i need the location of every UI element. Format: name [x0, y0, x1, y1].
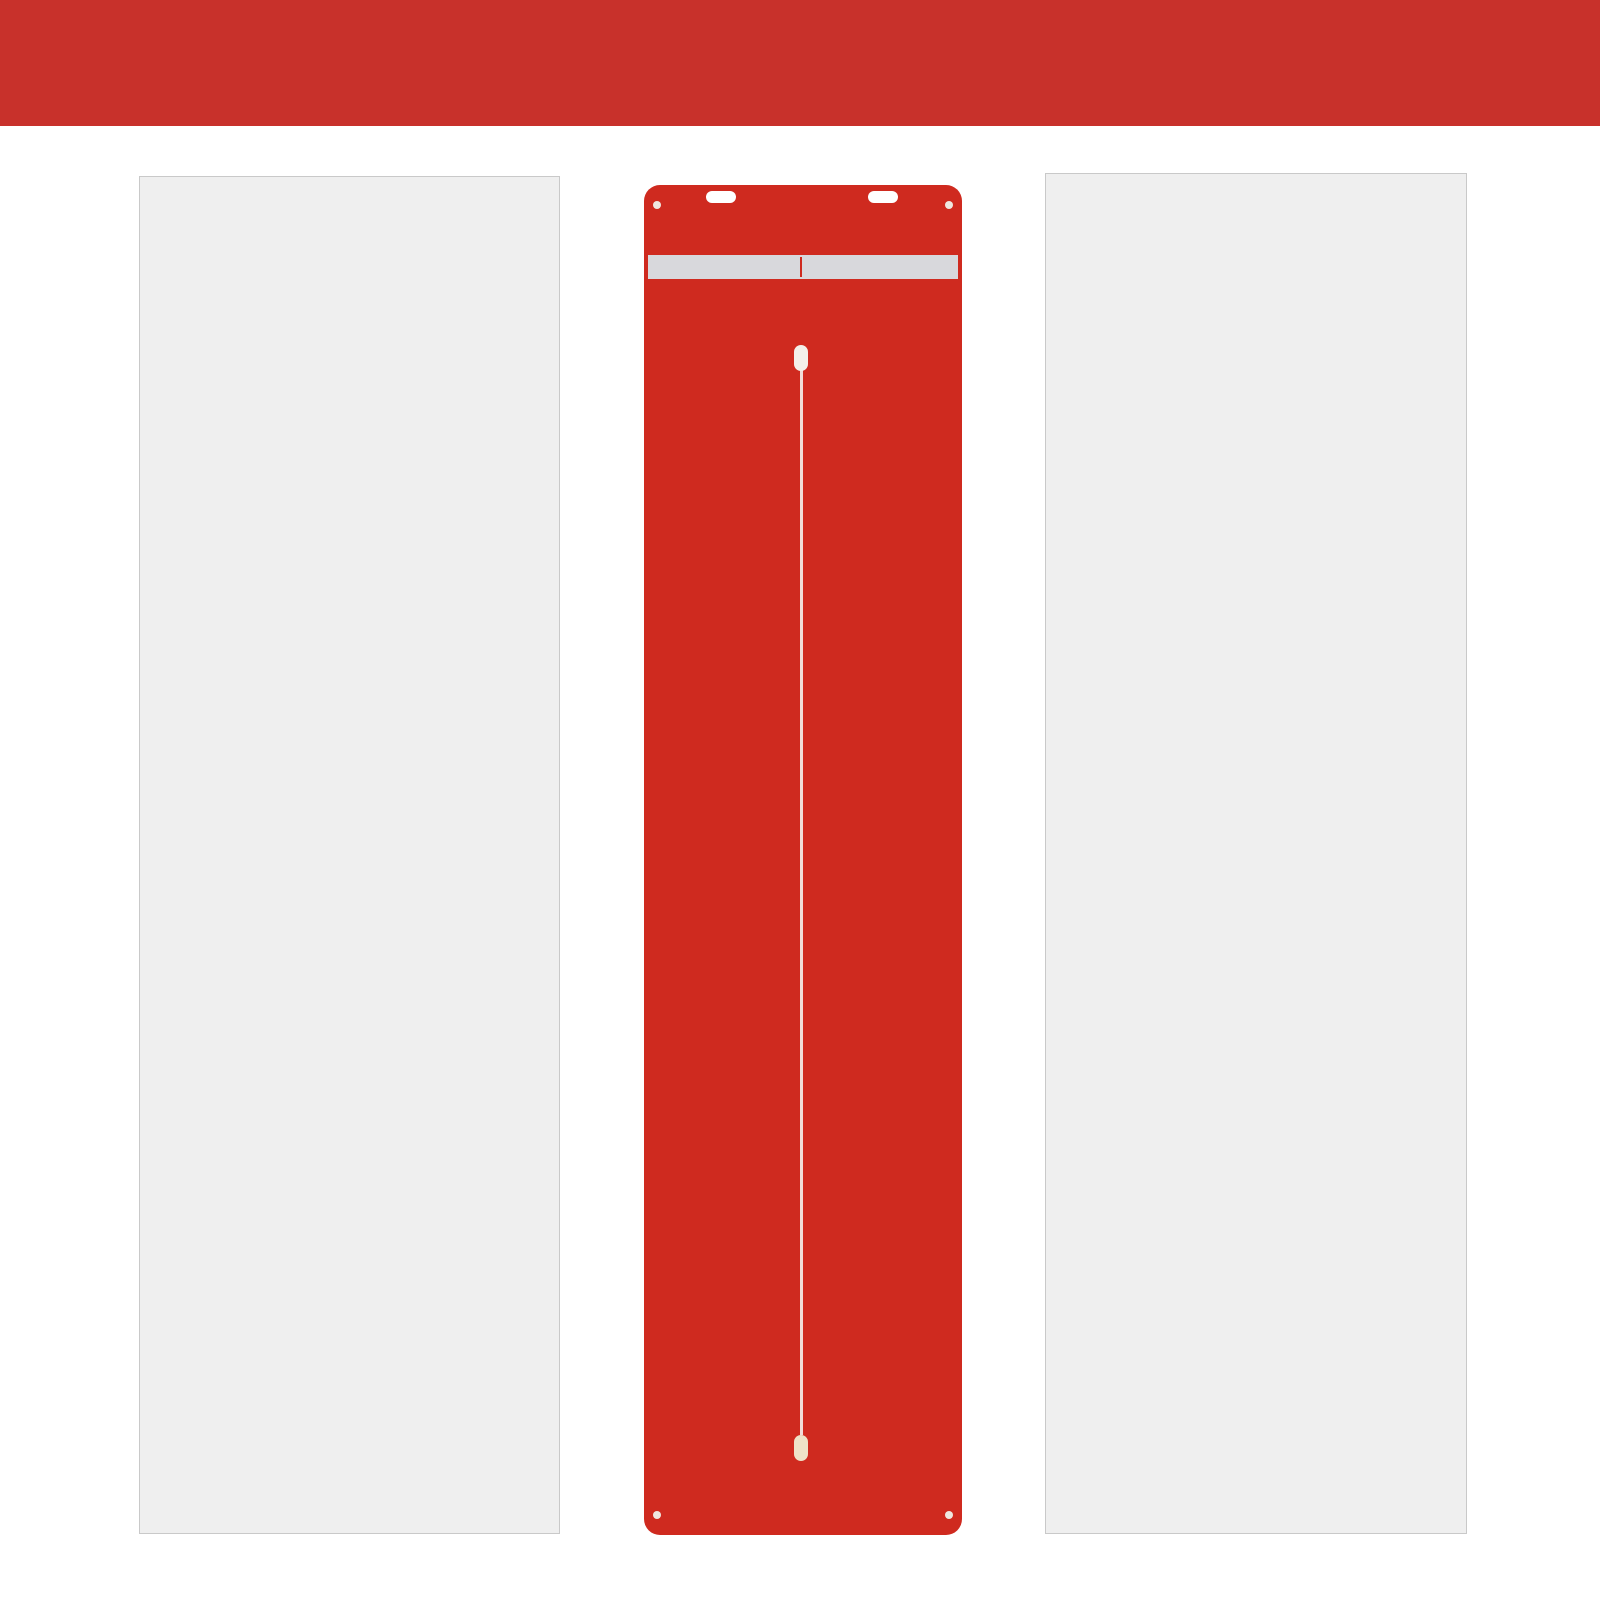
label-strip-divider [800, 257, 802, 277]
gauge-label-strip [648, 255, 958, 279]
hang-slot-left [706, 191, 736, 203]
metric-sizes-panel [139, 176, 560, 1534]
center-groove [800, 355, 803, 1435]
hang-slot-right [868, 191, 898, 203]
title-banner [0, 0, 1600, 126]
thread-checker-gauge [644, 185, 962, 1535]
screw-icon [945, 1511, 953, 1519]
screw-icon [653, 201, 661, 209]
top-slot [794, 345, 808, 371]
screw-icon [653, 1511, 661, 1519]
gauge-drawing [644, 185, 962, 1535]
screw-icon [945, 201, 953, 209]
bottom-slot [794, 1435, 808, 1461]
standard-sizes-panel [1045, 173, 1467, 1534]
